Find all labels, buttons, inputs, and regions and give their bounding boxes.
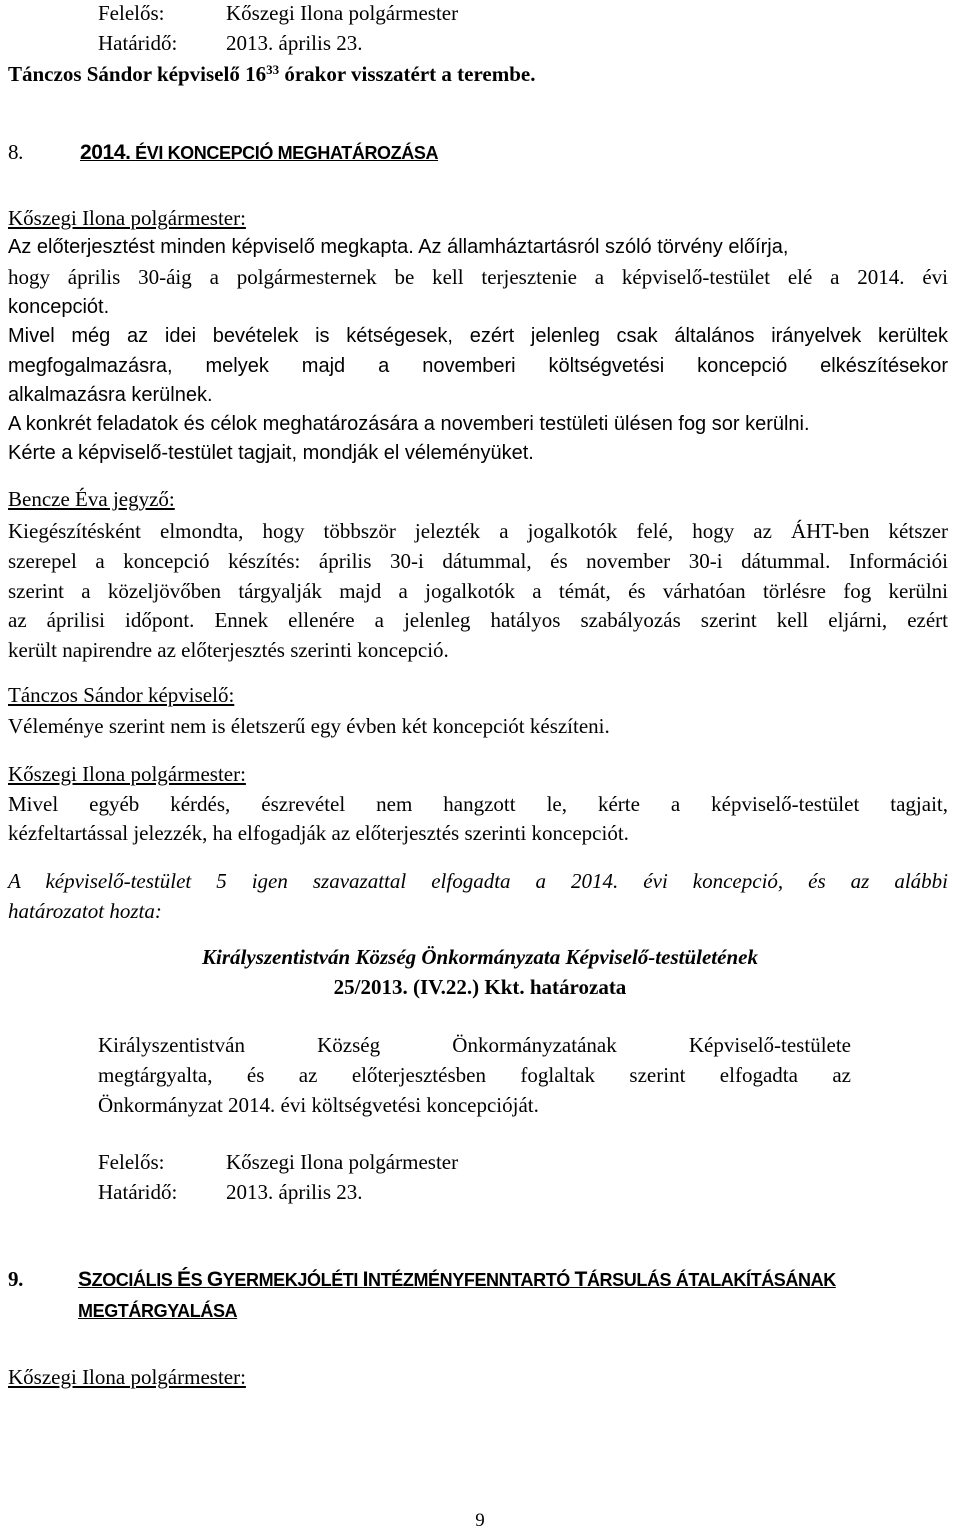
return-note-text: Tánczos Sándor képviselő 16 (8, 62, 267, 86)
title-part: ZOCIÁLIS (91, 1270, 178, 1290)
paragraph-line: Kérte a képviselő-testület tagjait, mondják el véleményüket. (8, 442, 534, 464)
paragraph-line: A konkrét feladatok és célok meghatározására a novemberi testületi ülésen fog sor kerülni. (8, 413, 810, 435)
paragraph-line: szerint a közeljövőben tárgyalják majd a jogalkotók a témát, és várhatóan törlésre fog kerülni (8, 579, 948, 603)
item9-title-line2: MEGTÁRGYALÁSA (78, 1301, 238, 1321)
paragraph-line: Mivel egyéb kérdés, észrevétel nem hangzott le, kérte a képviselő-testület tagjait, (8, 792, 948, 816)
resolution-line: megtárgyalta, és az előterjesztésben foglaltak szerint elfogadta az (98, 1063, 851, 1087)
title-part: YERMEKJÓLÉTI (222, 1270, 363, 1290)
deadline-value: 2013. április 23. (226, 31, 363, 55)
title-part: S (190, 1270, 207, 1290)
speaker-representative: Tánczos Sándor képviselő: (8, 683, 235, 707)
deadline-line-top (98, 30, 948, 56)
item8-title (80, 143, 438, 163)
item9-heading-line2 (78, 1298, 948, 1324)
vote-line: határozatot hozta: (8, 899, 162, 923)
paragraph-line: kézfeltartással jelezzék, ha elfogadják az előterjesztés szerinti koncepciót. (8, 821, 629, 845)
paragraph-line: megfogalmazásra, melyek majd a novemberi költségvetési koncepció elkészítésekor (8, 355, 948, 377)
title-part: NTÉZMÉNYFENNTARTÓ (368, 1270, 575, 1290)
return-note (8, 61, 948, 87)
deadline-line (98, 1179, 948, 1205)
paragraph-line: Az előterjesztést minden képviselő megkapta. Az államháztartásról szóló törvény előírja, (8, 236, 789, 258)
paragraph-line: Mivel még az idei bevételek is kétségesek, ezért jelenleg csak általános irányelvek kerültek (8, 325, 948, 347)
paragraph-line: alkalmazásra kerülnek. (8, 384, 213, 406)
speaker-clerk: Bencze Éva jegyző: (8, 487, 175, 511)
responsible-line-top (98, 0, 948, 26)
item9-heading (8, 1266, 956, 1293)
paragraph-line: szerepel a koncepció készítés: április 30-i dátummal, és november 30-i dátummal. Információi (8, 549, 948, 573)
return-note-text-end: órakor visszatért a terembe. (279, 62, 536, 86)
item9-number: 9. (8, 1267, 23, 1291)
responsible-value: Kőszegi Ilona polgármester (226, 1, 459, 25)
deadline-label: Határidő: (98, 31, 178, 55)
return-note-minutes: 33 (266, 62, 280, 77)
vote-line: A képviselő-testület 5 igen szavazattal elfogadta a 2014. évi koncepció, és az alábbi (8, 869, 948, 893)
responsible-value: Kőszegi Ilona polgármester (226, 1150, 459, 1174)
paragraph-line: koncepciót. (8, 296, 110, 318)
speaker-mayor-1: Kőszegi Ilona polgármester: (8, 206, 246, 230)
deadline-label: Határidő: (98, 1180, 178, 1204)
title-part: T (574, 1268, 587, 1291)
speaker-mayor-3: Kőszegi Ilona polgármester: (8, 1365, 246, 1389)
title-part: G (206, 1268, 223, 1291)
paragraph-line: Véleménye szerint nem is életszerű egy évben két koncepciót készíteni. (8, 714, 610, 738)
deadline-value: 2013. április 23. (226, 1180, 363, 1204)
resolution-number (0, 974, 960, 1000)
responsible-label: Felelős: (98, 1150, 165, 1174)
resolution-number-text: 25/2013. (IV.22.) Kkt. határozata (333, 975, 627, 999)
title-part: É (177, 1268, 191, 1291)
paragraph-line: került napirendre az előterjesztés szerinti koncepció. (8, 638, 449, 662)
resolution-title: Királyszentistván Község Önkormányzata Képviselő-testületének (202, 945, 758, 969)
title-part: S (78, 1268, 92, 1291)
item8-heading (8, 139, 948, 166)
resolution-line: Önkormányzat 2014. évi költségvetési koncepcióját. (98, 1093, 539, 1117)
paragraph-line: Kiegészítésként elmondta, hogy többször jelezték a jogalkotók felé, hogy az ÁHT-ben kétszer (8, 519, 948, 543)
title-part: ÁRSULÁS ÁTALAKÍTÁSÁNAK (586, 1270, 836, 1290)
item9-title (78, 1270, 836, 1290)
item8-number: 8. (8, 140, 23, 164)
item8-title-year: 2014. (80, 141, 131, 164)
page-number: 9 (475, 1510, 485, 1531)
item8-title-rest: ÉVI KONCEPCIÓ MEGHATÁROZÁSA (130, 143, 439, 163)
responsible-label: Felelős: (98, 1, 165, 25)
paragraph-line: az áprilisi időpont. Ennek ellenére a jelenleg hatályos szabályozás szerint kell eljárni, ezért (8, 608, 948, 632)
title-part: I (362, 1268, 369, 1291)
speaker-mayor-2: Kőszegi Ilona polgármester: (8, 762, 246, 786)
responsible-line (98, 1149, 948, 1175)
resolution-line: Királyszentistván Község Önkormányzatának Képviselő-testülete (98, 1033, 851, 1057)
paragraph-line: hogy április 30-áig a polgármesternek be kell terjesztenie a képviselő-testület elé a 2014. évi (8, 265, 948, 289)
